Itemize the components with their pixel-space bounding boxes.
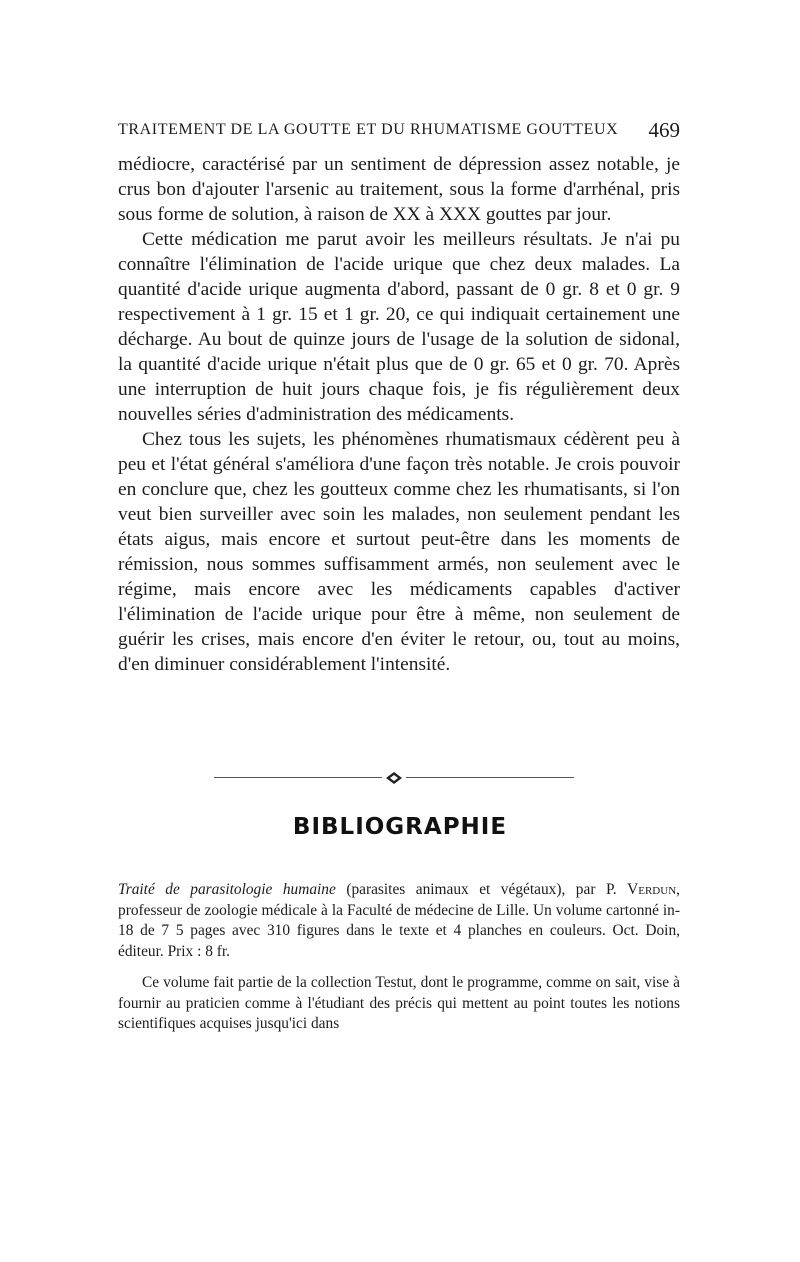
book-title: Traité de parasitologie humaine [118, 881, 336, 898]
author-name: Verdun [627, 881, 677, 898]
body-paragraph: médiocre, caractérisé par un sentiment de dépression assez notable, je crus bon d'ajouter l'arsenic au traitement, sous la forme d'arrhénal, pris sous forme de solution, à raison de XX à XXX gouttes par jour. [118, 154, 680, 225]
body-text [118, 152, 680, 677]
page-number: 469 [648, 118, 680, 142]
book-details: , professeur de zoologie médicale à la Faculté de médecine de Lille. Un volume cartonné in-18 de 7 5 pages avec 310 figures dans le texte et 4 planches en couleurs. Oct. Doin, éditeur. Prix : 8 fr. [118, 881, 681, 960]
running-head [118, 118, 680, 142]
section-divider [214, 770, 574, 786]
section-heading: BIBLIOGRAPHIE [292, 814, 508, 840]
author-initial: P. [605, 881, 617, 898]
divider-rule-right [406, 777, 574, 778]
review-paragraph: Ce volume fait partie de la collection Testut, dont le programme, comme on sait, vise à fournir au praticien comme à l'étudiant des précis qui mettent au point toutes les notions scientifiques acquises jusqu'ici dans [118, 974, 680, 1032]
diamond-ornament-icon [386, 772, 402, 784]
divider-rule-left [214, 777, 382, 778]
book-subtitle: (parasites animaux et végétaux), par [346, 881, 596, 898]
bibliography [118, 880, 680, 1035]
running-head-title: TRAITEMENT DE LA GOUTTE ET DU RHUMATISME GOUTTEUX [118, 121, 619, 138]
body-paragraph: Cette médication me parut avoir les meilleurs résultats. Je n'ai pu connaître l'élimination de l'acide urique que chez deux malades. La quantité d'acide urique augmenta d'abord, passant de 0 gr. 8 et 0 gr. 9 respectivement à 1 gr. 15 et 1 gr. 20, ce qui indiquait certainement une décharge. Au bout de quinze jours de l'usage de la solution de sidonal, la quantité d'acide urique n'était plus que de 0 gr. 65 et 0 gr. 70. Après une interruption de huit jours chaque fois, je fis régulièrement deux nouvelles séries d'administration des médicaments. [118, 229, 680, 425]
bibliography-entry [118, 880, 680, 962]
body-paragraph: Chez tous les sujets, les phénomènes rhumatismaux cédèrent peu à peu et l'état général s'améliora d'une façon très notable. Je crois pouvoir en conclure que, chez les goutteux comme chez les rhumatisants, si l'on veut bien surveiller avec soin les malades, non seulement pendant les états aigus, mais encore et surtout peut-être dans les moments de rémission, nous sommes suffisamment armés, non seulement avec le régime, mais encore avec les médicaments capables d'activer l'élimination de l'acide urique pour être à même, non seulement de guérir les crises, mais encore d'en éviter le retour, ou, tout au moins, d'en diminuer considérablement l'intensité. [118, 429, 680, 675]
